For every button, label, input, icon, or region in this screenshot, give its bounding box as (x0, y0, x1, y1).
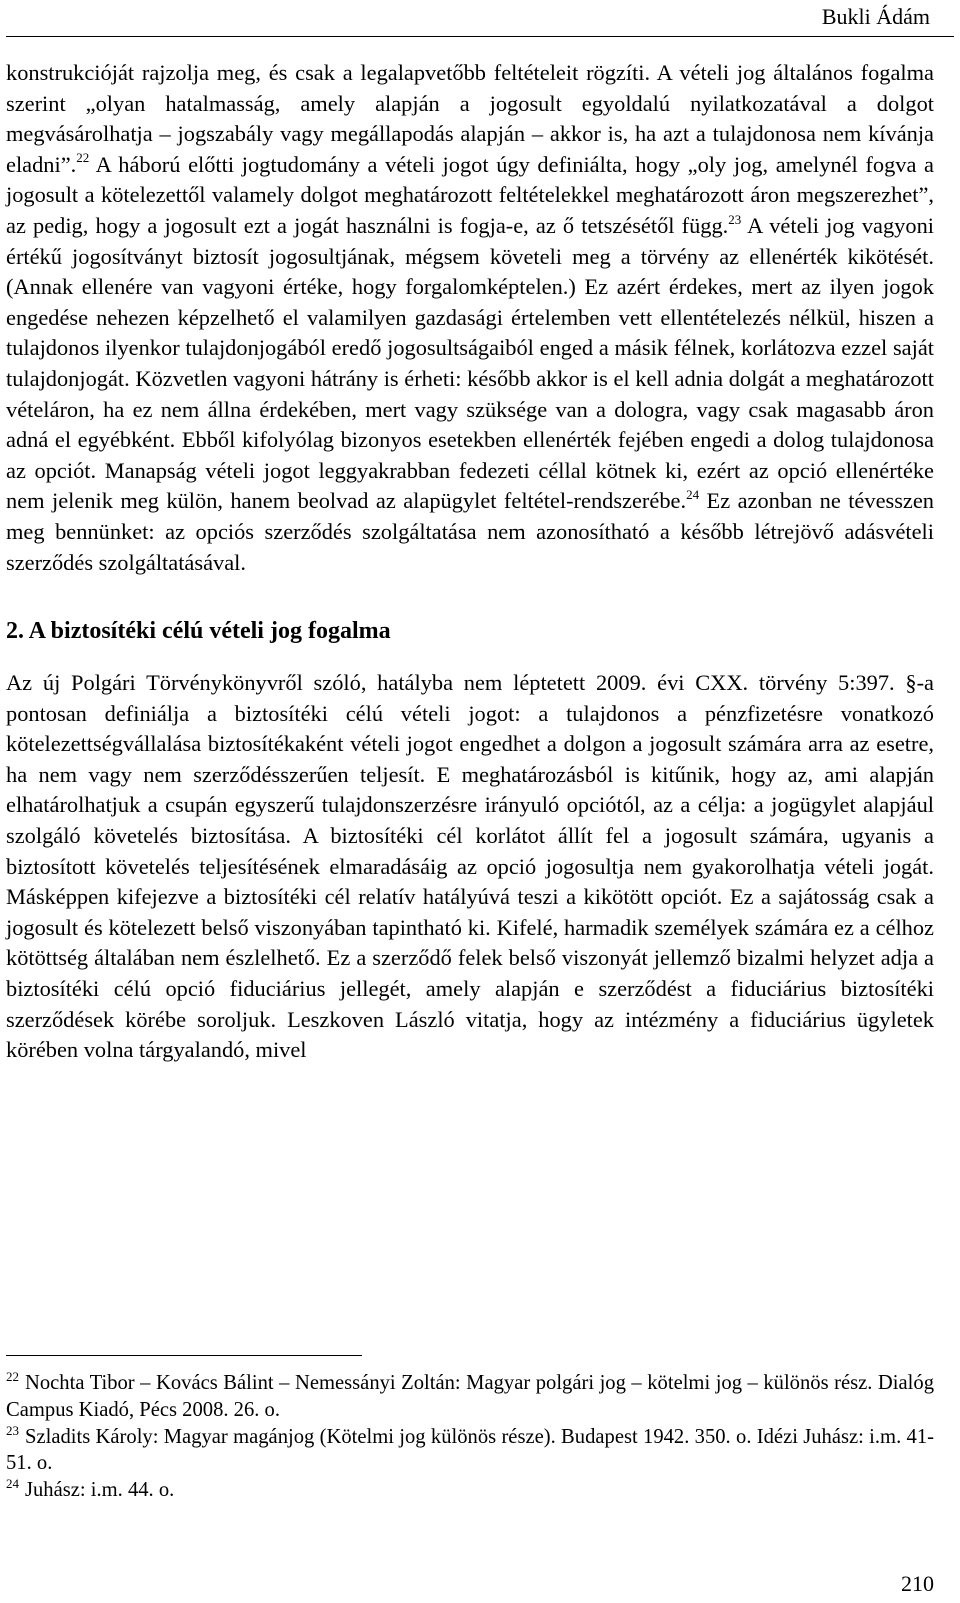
section-heading: 2. A biztosítéki célú vételi jog fogalma (6, 618, 391, 645)
body-paragraph-2: Az új Polgári Törvénykönyvről szóló, hatályba nem léptetett 2009. évi CXX. törvény 5:397. §-a pontosan definiálja a biztosítéki célú vételi jogot: a tulajdonos a pénzfizetésre vonatkozó kötelezettségvállalása biztosítékaként vételi jogot engedhet a dolgon a jogosult számára arra az esetre, ha nem vagy nem szerződésszerűen teljesít. E meghatározásból is kitűnik, hogy az, ami alapján elhatárolhatjuk a csupán egyszerű tulajdonszerzésre irányuló opciótól, az a célja: a jogügylet alapjául szolgáló követelés biztosítása. A biztosítéki cél korlátot állít fel a jogosult számára, ugyanis a biztosított követelés teljesítésének elmaradásáig az opció jogosultja nem gyakorolhatja vételi jogát. Másképpen kifejezve a biztosítéki cél relatív hatályúvá teszi a kikötött opciót. Ez a sajátosság csak a jogosult és kötelezett belső viszonyában tapintható ki. Kifelé, harmadik személyek számára ez a célhoz kötöttség általában nem észlelhető. Ez a szerződő felek belső viszonyát jellemző bizalmi helyzet adja a biztosítéki célú opció fiduciárius jellegét, amely alapján e szerződést a fiduciárius biztosítéki szerződések körébe soroljuk. Leszkoven László vitatja, hogy az intézmény a fiduciárius ügyletek körében volna tárgyalandó, mivel (6, 670, 934, 1063)
footnote-reference[interactable]: 23 (728, 211, 742, 227)
footnote-reference[interactable]: 22 (76, 150, 90, 166)
body-paragraph-1 (6, 58, 934, 578)
footnote-number: 23 (6, 1422, 19, 1438)
footnote-text: Juhász: i.m. 44. o. (25, 1479, 175, 1502)
paragraph-text: A háború előtti jogtudomány a vételi jogot úgy definiálta, hogy „oly jog, amelynél fogva a jogosult a kötelezettől valamely dolgot meghatározott feltételekkel meghatározott áron megszerezhet”, az pedig, hogy a jogosult ezt a jogát használni is fogja-e, az ő tetszésétől függ. (6, 151, 934, 238)
footnote-number: 22 (6, 1369, 19, 1385)
paragraph-text: Ez azonban ne tévesszen meg bennünket: az opciós szerződés szolgáltatása nem azonosítható a később létrejövő adásvételi szerződés szolgáltatásával. (6, 488, 935, 575)
page-number: 210 (901, 1571, 934, 1596)
footnote-23 (6, 1424, 934, 1478)
footnote-24 (6, 1477, 934, 1504)
paragraph-text: konstrukcióját rajzolja meg, és csak a legalapvetőbb feltételeit rögzíti. A vételi jog általános fogalma szerint „olyan hatalmasság, amely alapján a jogosult egyoldalú nyilatkozatával a dolgot megvásárolhatja – jogszabály vagy megállapodás alapján – akkor is, ha azt a tulajdonosa nem kívánja eladni”. (6, 60, 934, 177)
footnote-number: 24 (6, 1476, 19, 1492)
footnote-text: Nochta Tibor – Kovács Bálint – Nemessányi Zoltán: Magyar polgári jog – kötelmi jog – különös rész. Dialóg Campus Kiadó, Pécs 2008. 26. o. (6, 1372, 934, 1421)
main-content (6, 58, 934, 1066)
footnote-text: Szladits Károly: Magyar magánjog (Kötelmi jog különös része). Budapest 1942. 350. o. Idézi Juhász: i.m. 41-51. o. (6, 1425, 934, 1475)
footnote-22 (6, 1370, 934, 1424)
footnote-reference[interactable]: 24 (686, 486, 700, 502)
paragraph-text: A vételi jog vagyoni értékű jogosítványt biztosít jogosultjának, mégsem követeli meg a törvény az ellenérték kikötését. (Annak ellenére van vagyoni értéke, hogy forgalomképtelen.) Ez azért érdekes, mert az ilyen jogok engedése nehezen képzelhető el valamilyen gazdasági értelemben vett ellentételezés nélkül, hiszen a tulajdonos ilyenkor tulajdonjogából eredő jogosultságaiból enged a másik félnek, korlátozva ezzel saját tulajdonjogát. Közvetlen vagyoni hátrány is érheti: később akkor is el kell adnia dolgát a meghatározott vételáron, ha ez nem állna érdekében, mert vagy szüksége van a dologra, vagy csak magasabb áron adná el egyébként. Ebből kifolyólag bizonyos esetekben ellenérték fejében engedi a dolog tulajdonosa az opciót. Manapság vételi jogot leggyakrabban fedezeti céllal kötnek ki, ezért az opció ellenértéke nem jelenik meg külön, hanem beolvad az alapügylet feltétel-rendszerébe. (6, 212, 934, 514)
footnote-divider (6, 1355, 362, 1356)
running-header-author: Bukli Ádám (821, 4, 930, 29)
header-divider (6, 36, 954, 37)
footnotes (6, 1370, 934, 1504)
